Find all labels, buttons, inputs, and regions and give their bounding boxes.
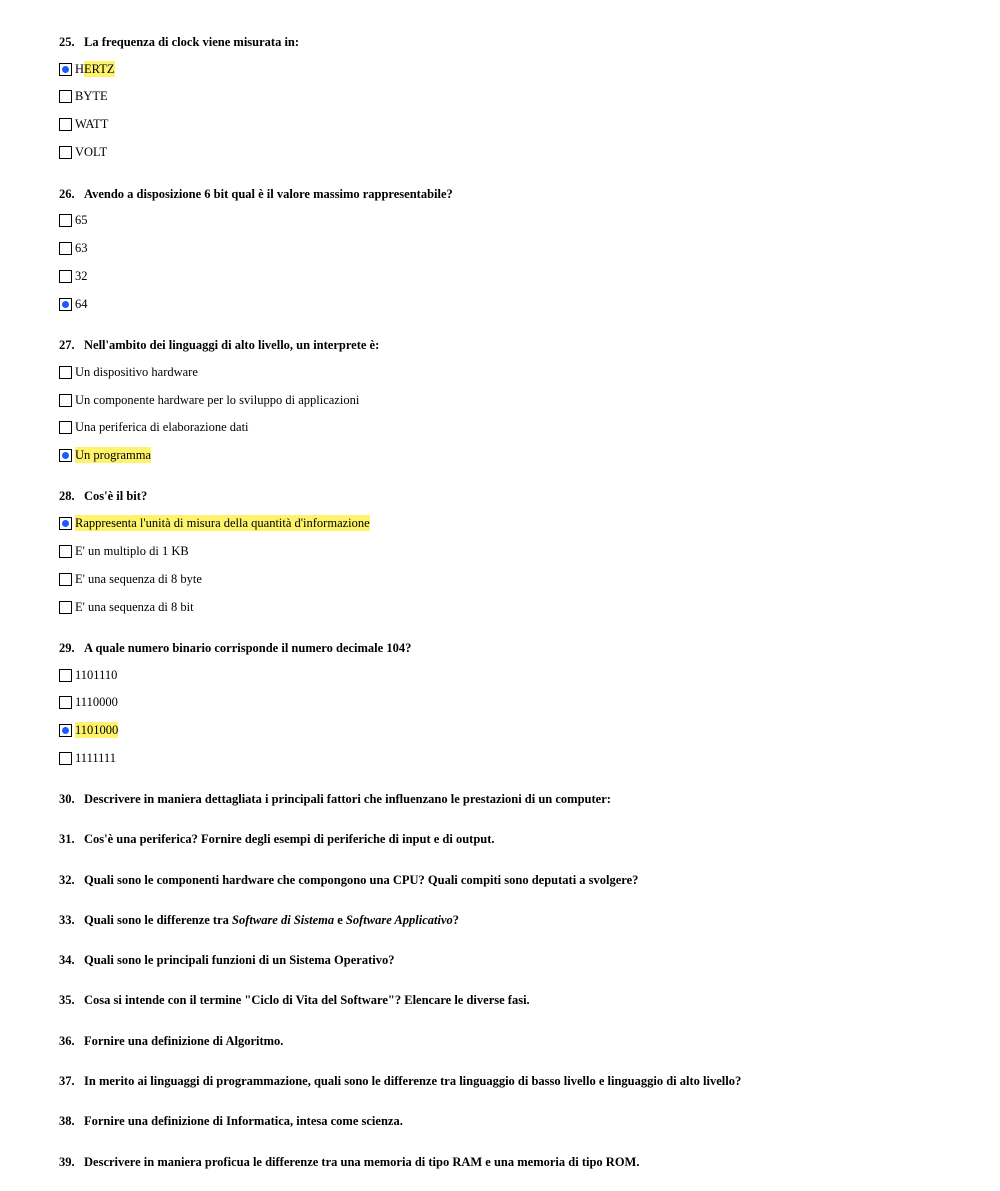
- option-27-c[interactable]: [59, 419, 249, 435]
- option-label: VOLT: [75, 145, 108, 159]
- question-31: 31. Cos'è una periferica? Fornire degli esempi di periferiche di input e di output.: [59, 832, 495, 846]
- checkbox[interactable]: [59, 146, 72, 159]
- option-28-b[interactable]: [59, 543, 189, 559]
- checkbox[interactable]: [59, 90, 72, 103]
- option-label: Un dispositivo hardware: [75, 365, 198, 379]
- option-label: 1101000: [75, 723, 119, 737]
- option-label: 1101110: [75, 668, 118, 682]
- question-39: 39. Descrivere in maniera proficua le differenze tra una memoria di tipo RAM e una memoria di tipo ROM.: [59, 1155, 640, 1169]
- option-label: 63: [75, 241, 88, 255]
- italic-term: Software Applicativo: [345, 913, 453, 927]
- checkbox[interactable]: [59, 669, 72, 682]
- checkbox[interactable]: [59, 752, 72, 765]
- checkbox[interactable]: [59, 242, 72, 255]
- option-29-b[interactable]: [59, 694, 118, 710]
- checkbox[interactable]: [59, 421, 72, 434]
- option-26-b[interactable]: [59, 240, 88, 256]
- question-text: Quali sono le componenti hardware che compongono una CPU? Quali compiti sono deputati a svolgere?: [84, 873, 639, 887]
- option-28-d[interactable]: [59, 599, 194, 615]
- italic-term: Software di Sistema: [232, 913, 335, 927]
- question-text: Cosa si intende con il termine "Ciclo di Vita del Software"? Elencare le diverse fasi.: [84, 993, 530, 1007]
- option-label: E' una sequenza di 8 bit: [75, 600, 194, 614]
- question-text: Cos'è il bit?: [84, 489, 148, 503]
- checkbox[interactable]: [59, 601, 72, 614]
- option-27-d[interactable]: [59, 447, 151, 463]
- option-label: 1111111: [75, 751, 116, 765]
- question-35: 35. Cosa si intende con il termine "Ciclo di Vita del Software"? Elencare le diverse fasi.: [59, 993, 530, 1007]
- option-label: 1110000: [75, 695, 118, 709]
- checkbox[interactable]: [59, 394, 72, 407]
- option-25-d[interactable]: [59, 144, 107, 160]
- option-25-c[interactable]: [59, 116, 108, 132]
- checkbox[interactable]: [59, 573, 72, 586]
- option-label: E' un multiplo di 1 KB: [75, 544, 189, 558]
- question-text: Fornire una definizione di Algoritmo.: [84, 1034, 284, 1048]
- checkbox[interactable]: [59, 449, 72, 462]
- option-label: 64: [75, 297, 88, 311]
- option-29-d[interactable]: [59, 750, 116, 766]
- checkbox[interactable]: [59, 63, 72, 76]
- option-29-a[interactable]: [59, 667, 117, 683]
- question-text: La frequenza di clock viene misurata in:: [84, 35, 300, 49]
- question-text: Nell'ambito dei linguaggi di alto livello, un interprete è:: [84, 338, 380, 352]
- option-27-b[interactable]: [59, 392, 359, 408]
- question-37: 37. In merito ai linguaggi di programmazione, quali sono le differenze tra linguaggio di basso livello e linguaggio di alto livello?: [59, 1074, 742, 1088]
- question-text: A quale numero binario corrisponde il numero decimale 104?: [84, 641, 412, 655]
- option-29-c[interactable]: [59, 722, 118, 738]
- question-text: Quali sono le principali funzioni di un Sistema Operativo?: [84, 953, 395, 967]
- question-text: Cos'è una periferica? Fornire degli esempi di periferiche di input e di output.: [84, 832, 495, 846]
- option-26-a[interactable]: [59, 212, 88, 228]
- question-29: 29. A quale numero binario corrisponde il numero decimale 104?: [59, 641, 412, 655]
- option-label: E' una sequenza di 8 byte: [75, 572, 202, 586]
- question-32: 32. Quali sono le componenti hardware che compongono una CPU? Quali compiti sono deputati a svolgere?: [59, 873, 639, 887]
- question-30: 30. Descrivere in maniera dettagliata i principali fattori che influenzano le prestazioni di un computer:: [59, 792, 611, 806]
- checkbox[interactable]: [59, 545, 72, 558]
- option-prefix: H: [75, 62, 85, 76]
- question-text: Fornire una definizione di Informatica, intesa come scienza.: [84, 1114, 403, 1128]
- option-label: BYTE: [75, 89, 108, 103]
- option-26-c[interactable]: [59, 268, 88, 284]
- question-38: 38. Fornire una definizione di Informatica, intesa come scienza.: [59, 1114, 403, 1128]
- option-label: WATT: [75, 117, 109, 131]
- option-28-c[interactable]: [59, 571, 202, 587]
- question-text: Avendo a disposizione 6 bit qual è il valore massimo rappresentabile?: [84, 187, 453, 201]
- checkbox[interactable]: [59, 366, 72, 379]
- option-label: Una periferica di elaborazione dati: [75, 420, 249, 434]
- question-26: 26. Avendo a disposizione 6 bit qual è il valore massimo rappresentabile?: [59, 187, 453, 201]
- question-36: 36. Fornire una definizione di Algoritmo.: [59, 1034, 284, 1048]
- checkbox[interactable]: [59, 724, 72, 737]
- question-text: Descrivere in maniera proficua le differenze tra una memoria di tipo RAM e una memoria di tipo ROM.: [84, 1155, 640, 1169]
- option-label: 65: [75, 213, 88, 227]
- option-27-a[interactable]: [59, 364, 198, 380]
- question-text: In merito ai linguaggi di programmazione, quali sono le differenze tra linguaggio di basso livello e linguaggio di alto livello?: [84, 1074, 742, 1088]
- option-label: Un programma: [75, 448, 152, 462]
- checkbox[interactable]: [59, 517, 72, 530]
- question-text: Descrivere in maniera dettagliata i principali fattori che influenzano le prestazioni di un computer:: [84, 792, 611, 806]
- option-25-b[interactable]: [59, 88, 108, 104]
- checkbox[interactable]: [59, 270, 72, 283]
- question-33: 33. Quali sono le differenze tra Software di Sistema e Software Applicativo?: [59, 913, 459, 927]
- checkbox[interactable]: [59, 214, 72, 227]
- option-25-a[interactable]: [59, 61, 115, 77]
- option-label: Un componente hardware per lo sviluppo di applicazioni: [75, 393, 360, 407]
- option-label: Rappresenta l'unità di misura della quantità d'informazione: [75, 516, 370, 530]
- option-28-a[interactable]: [59, 515, 370, 531]
- checkbox[interactable]: [59, 696, 72, 709]
- question-27: 27. Nell'ambito dei linguaggi di alto livello, un interprete è:: [59, 338, 380, 352]
- question-34: 34. Quali sono le principali funzioni di un Sistema Operativo?: [59, 953, 395, 967]
- option-26-d[interactable]: [59, 296, 88, 312]
- checkbox[interactable]: [59, 118, 72, 131]
- option-label: ERTZ: [84, 62, 115, 76]
- question-28: 28. Cos'è il bit?: [59, 489, 148, 503]
- question-25: 25. La frequenza di clock viene misurata in:: [59, 35, 300, 49]
- option-label: 32: [75, 269, 88, 283]
- checkbox[interactable]: [59, 298, 72, 311]
